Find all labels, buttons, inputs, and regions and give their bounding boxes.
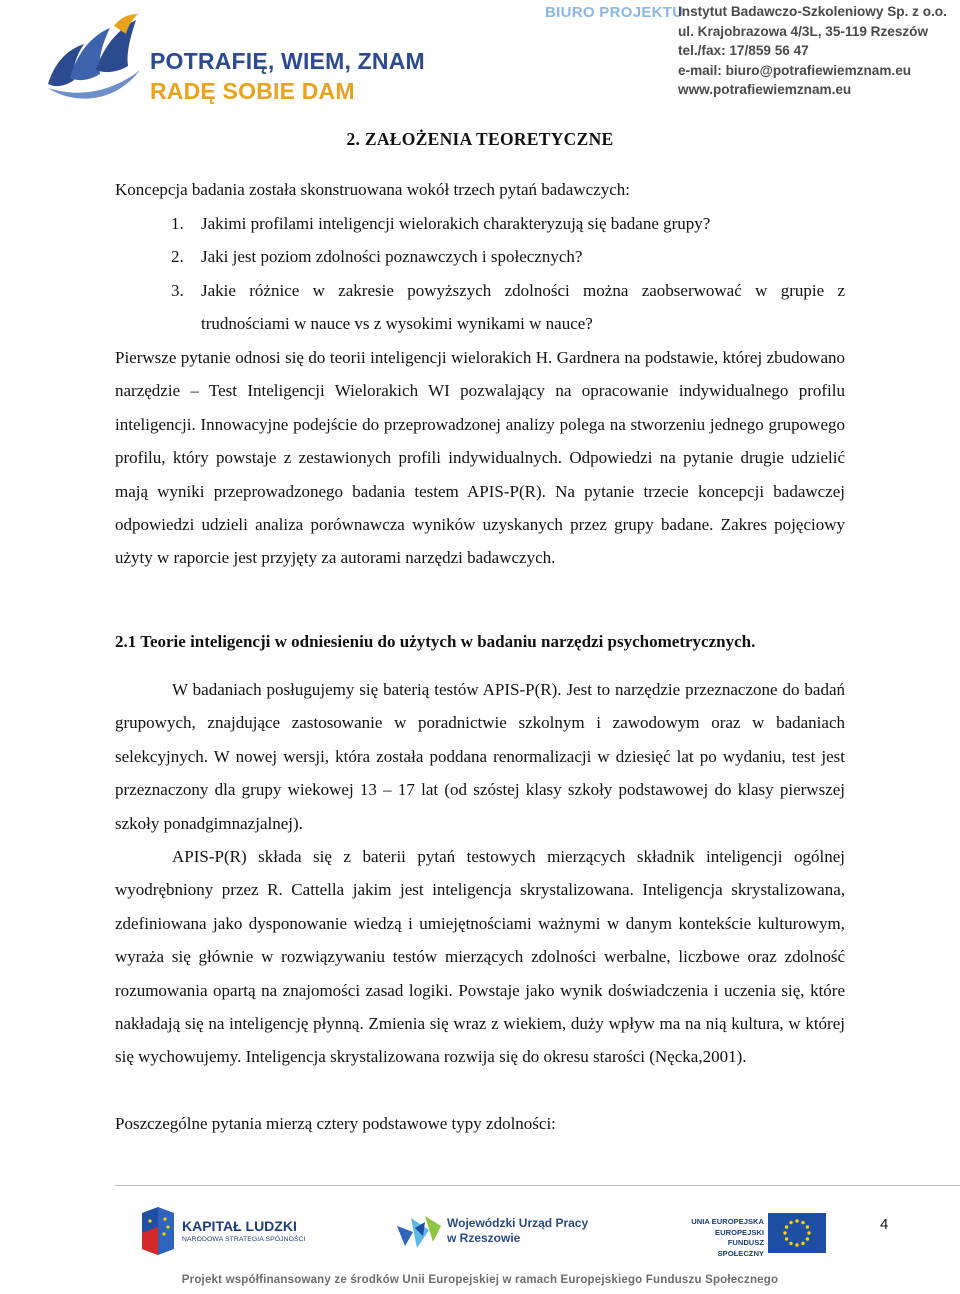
kapital-ludzki-logo: [138, 1203, 308, 1261]
eu-line: UNIA EUROPEJSKA: [691, 1217, 764, 1226]
funding-note: Projekt współfinansowany ze środków Unii Europejskiej w ramach Europejskiego Funduszu Społecznego: [181, 1274, 779, 1286]
contact-line: e-mail: biuro@potrafiewiemznam.eu: [678, 62, 912, 78]
kapital-ludzki-icon: [138, 1203, 178, 1261]
contact-block: [678, 2, 947, 100]
list-item: [115, 207, 845, 240]
eu-line: EUROPEJSKI: [715, 1227, 764, 1237]
wup-logo: [395, 1212, 595, 1252]
kapital-ludzki-title: KAPITAŁ LUDZKI: [182, 1218, 297, 1234]
contact-line: tel./fax: 17/859 56 47: [678, 43, 809, 58]
paragraph-gardner: Pierwsze pytanie odnosi się do teorii inteligencji wielorakich H. Gardnera na podstawie, której zbudowano narzędzie – Test Inteligencji Wielorakich WI pozwalający na opracowanie indywidualnego profilu inteligencji. Innowacyjne podejście do przeprowadzonej analizy polega na stworzeniu jednego grupowego profilu, który powstaje z zestawionych profili indywidualnych. Odpowiedzi na pytanie drugie udzielić mają wyniki przeprowadzonego badania testem APIS-P(R). Na pytanie trzecie koncepcji badawczej odpowiedzi udzieli analiza porównawcza wyników uzyskanych przez grupy badane. Zakres pojęciowy użyty w raporcie jest przyjęty za autorami narzędzi badawczych.: [115, 348, 845, 568]
wup-line: Wojewódzki Urząd Pracy: [447, 1216, 589, 1230]
contact-line: Instytut Badawczo-Szkoleniowy Sp. z o.o.: [678, 4, 947, 19]
kapital-ludzki-subtitle: NARODOWA STRATEGIA SPÓJNOŚCI: [182, 1236, 306, 1243]
project-office-label: BIURO PROJEKTU: [545, 4, 684, 21]
paragraph-crystallized-intelligence: APIS-P(R) składa się z baterii pytań testowych mierzących składnik inteligencji ogólnej wyodrębniony przez R. Cattella jakim jest inteligencja skrystalizowana. Inteligencja skrystalizowana, zdefiniowana jako dysponowanie wiedzą i umiejętnościami ważnymi w danym kontekście kulturowym, wyraża się głównie w rozwiązywaniu testów mierzących zdolności werbalne, liczbowe oraz zdolność rozumowania opartą na znajomości zasad logiki. Powstaje jako wynik doświadczenia i uczenia się, które nakładają się na inteligencję płynną. Zmienia się wraz z wiekiem, duży wpływ ma na nią kultura, w której się wychowujemy. Inteligencja skrystalizowana rozwija się do okresu starości (Nęcka,2001).: [115, 847, 845, 1067]
contact-line: www.potrafiewiemznam.eu: [678, 82, 852, 97]
paragraph-apis-intro: W badaniach posługujemy się baterią testów APIS-P(R). Jest to narzędzie przeznaczone do badań grupowych, znajdujące zastosowanie w poradnictwie szkolnym i zawodowym oraz w badaniach selekcyjnych. W nowej wersji, która została poddana renormalizacji w dziesięć lat po wydaniu, test jest przeznaczony dla grupy wiekowej 13 – 17 lat (od szóstej klasy szkoły podstawowej do klasy pierwszej szkoły ponadgimnazjalnej).: [115, 680, 845, 833]
paragraph-ability-types: Poszczególne pytania mierzą cztery podstawowe typy zdolności:: [115, 1114, 556, 1133]
eu-line: FUNDUSZ SPOŁECZNY: [717, 1238, 764, 1258]
list-item-text: Jakimi profilami inteligencji wielorakich charakteryzują się badane grupy?: [201, 214, 711, 233]
list-item: [115, 274, 845, 341]
page-header: [0, 0, 960, 110]
contact-line: ul. Krajobrazowa 4/3L, 35-119 Rzeszów: [678, 23, 929, 39]
eu-text: [688, 1217, 764, 1259]
wup-icon: [395, 1212, 443, 1252]
wup-name: [447, 1216, 588, 1246]
list-item-text: Jaki jest poziom zdolności poznawczych i społecznych?: [201, 247, 583, 267]
section-title: 2. ZAŁOŻENIA TEORETYCZNE: [346, 129, 614, 149]
logo-title: POTRAFIĘ, WIEM, ZNAM: [150, 48, 425, 74]
list-item-number: 2.: [171, 247, 184, 267]
list-item-text: Jakie różnice w zakresie powyższych zdolności można zaobserwować w grupie z trudnościami w nauce vs z wysokimi wynikami w nauce?: [201, 280, 845, 334]
logo-subtitle: RADĘ SOBIE DAM: [150, 78, 355, 104]
list-item-number: 1.: [171, 214, 184, 233]
intro-paragraph: Koncepcja badania została skonstruowana wokół trzech pytań badawczych:: [115, 180, 630, 199]
page-number: 4: [880, 1216, 889, 1233]
subsection-heading: 2.1 Teorie inteligencji w odniesieniu do użytych w badaniu narzędzi psychometrycznych.: [115, 632, 756, 651]
wup-line: w Rzeszowie: [447, 1231, 521, 1245]
footer-divider: [115, 1185, 960, 1186]
eu-logo: [688, 1213, 828, 1258]
research-questions-list: [115, 207, 845, 341]
project-logo: [40, 6, 425, 106]
hands-logo-icon: [40, 6, 148, 106]
list-item-number: 3.: [171, 280, 184, 300]
eu-flag-icon: [768, 1213, 826, 1253]
list-item: [115, 240, 845, 273]
